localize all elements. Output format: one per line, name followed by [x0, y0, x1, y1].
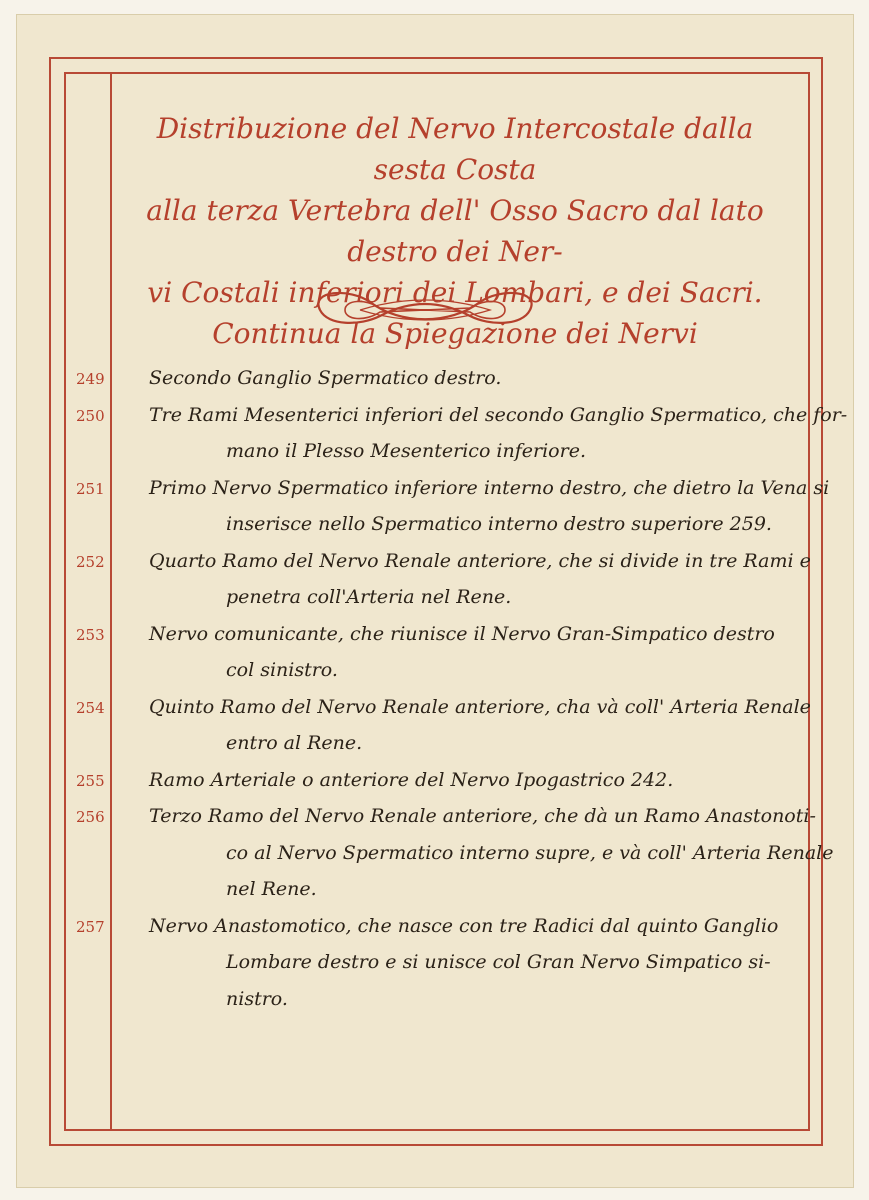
entry-text: Quarto Ramo del Nervo Renale anteriore, che si divide in tre Rami e — [149, 549, 811, 572]
entry-text: col sinistro. — [226, 659, 338, 681]
title-line: Continua la Spiegazione dei Nervi — [212, 317, 698, 350]
entry-text: Secondo Ganglio Spermatico destro. — [149, 367, 502, 389]
list-item — [66, 397, 848, 470]
entry-text: penetra coll'Arteria nel Rene. — [226, 586, 512, 608]
list-item — [66, 762, 776, 799]
entry-number: 255 — [76, 771, 105, 790]
list-item — [66, 798, 834, 908]
entry-text: entro al Rene. — [226, 732, 363, 754]
entry-number: 249 — [76, 370, 105, 388]
entry-text: nistro. — [226, 987, 288, 1010]
entry-text: Ramo Arteriale o anteriore del Nervo Ipogastrico 242. — [149, 768, 674, 791]
entry-number: 250 — [76, 406, 105, 425]
title-line: vi Costali inferiori dei Lombari, e dei Sacri. — [147, 276, 763, 309]
entry-number: 251 — [76, 479, 105, 498]
list-item — [66, 616, 776, 689]
entry-text: Tre Rami Mesenterici inferiori del secondo Ganglio Spermatico, che for- — [149, 403, 848, 426]
entry-text: mano il Plesso Mesenterico inferiore. — [226, 440, 586, 462]
entry-text: inserisce nello Spermatico interno destro superiore 259. — [226, 513, 772, 535]
list-item — [66, 689, 811, 762]
entry-text: Nervo comunicante, che riunisce il Nervo Gran-Simpatico destro — [149, 622, 775, 645]
entry-number: 257 — [76, 917, 105, 936]
list-item — [66, 543, 811, 616]
title-line: alla terza Vertebra dell' Osso Sacro dal lato destro dei Ner- — [146, 194, 764, 268]
list-item — [66, 360, 776, 397]
entry-text: Nervo Anastomotico, che nasce con tre Radici dal quinto Ganglio — [149, 914, 779, 937]
entry-number: 253 — [76, 625, 105, 644]
entry-text: Primo Nervo Spermatico inferiore interno destro, che dietro la Vena si — [149, 476, 830, 499]
title-line: Distribuzione del Nervo Intercostale dalla sesta Costa — [156, 112, 754, 186]
list-item — [66, 908, 779, 1018]
entry-text: nel Rene. — [226, 878, 317, 900]
calligraphic-flourish — [300, 280, 550, 340]
entry-list — [66, 360, 848, 1017]
entry-text: Terzo Ramo del Nervo Renale anteriore, che dà un Ramo Anastonoti- — [149, 805, 816, 827]
entry-number: 252 — [76, 552, 105, 571]
list-item — [66, 470, 830, 543]
entry-text: co al Nervo Spermatico interno supre, e và coll' Arteria Renale — [226, 841, 834, 864]
entry-number: 254 — [76, 698, 105, 717]
entry-text: Quinto Ramo del Nervo Renale anteriore, cha và coll' Arteria Renale — [149, 695, 811, 718]
entry-number: 256 — [76, 808, 105, 826]
entry-text: Lombare destro e si unisce col Gran Nervo Simpatico si- — [226, 951, 771, 973]
